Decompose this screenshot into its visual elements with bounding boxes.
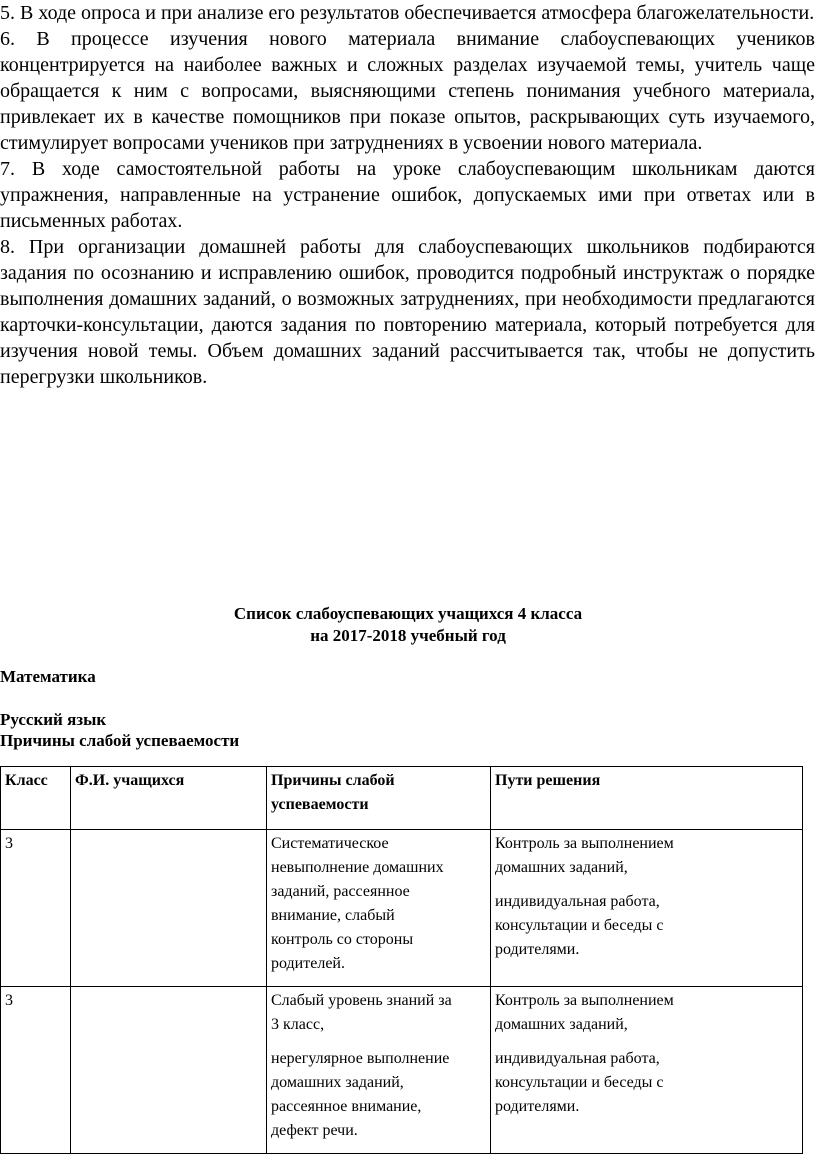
row1-reason-line: внимание, слабый — [271, 907, 395, 924]
row1-solution-line: Контроль за выполнением — [495, 835, 674, 852]
row2-solution-line: Контроль за выполнением — [495, 992, 674, 1009]
row1-reason-line: Систематическое — [271, 835, 389, 852]
students-table — [0, 766, 803, 1154]
row1-solution-gap — [495, 880, 798, 890]
row2-solution — [491, 987, 803, 1154]
row2-reason-gap — [271, 1037, 486, 1047]
row2-reason-line: дефект речи. — [271, 1122, 358, 1139]
row1-class: 3 — [1, 830, 71, 987]
reasons-label: Причины слабой успеваемости — [0, 731, 240, 750]
subject-math-label: Математика — [0, 667, 96, 686]
row1-reason-line: контроль со стороны — [271, 931, 414, 948]
header-solution: Пути решения — [491, 767, 803, 830]
row2-solution-gap — [495, 1037, 798, 1047]
row2-name — [71, 987, 267, 1154]
row1-solution-line: домашних заданий, — [495, 859, 628, 876]
row2-reason-line: 3 класс, — [271, 1016, 325, 1033]
row1-solution-line: индивидуальная работа, — [495, 893, 660, 910]
row2-class: 3 — [1, 987, 71, 1154]
row2-reason-line: рассеянное внимание, — [271, 1098, 422, 1115]
row2-reason-line: Слабый уровень знаний за — [271, 992, 452, 1009]
row1-solution-line: родителями. — [495, 941, 580, 958]
paragraph-5: 5. В ходе опроса и при анализе его результатов обеспечивается атмосфера благожелательности. — [0, 2, 815, 24]
row1-reason — [267, 830, 491, 987]
row1-name — [71, 830, 267, 987]
list-title-line1: Список слабоуспевающих учащихся 4 класса — [233, 604, 583, 623]
paragraph-8: 8. При организации домашней работы для слабоуспевающих школьников подбираются задания по осознанию и исправлению ошибок, проводится подробный инструктаж о порядке выполнения домашних заданий, о возможных затруднениях, при необходимости предлагаются карточки-консультации, даются задания по повторению материала, который потребуется для изучения новой темы. Объем домашних заданий рассчитывается так, чтобы не допустить перегрузки школьников. — [0, 236, 815, 388]
table-row — [1, 987, 803, 1154]
table-header-row — [1, 767, 803, 830]
header-reason-line2: успеваемости — [271, 796, 369, 813]
row1-solution-line: консультации и беседы с — [495, 917, 664, 934]
row2-solution-line: домашних заданий, — [495, 1016, 628, 1033]
header-reason — [267, 767, 491, 830]
row2-reason-line: нерегулярное выполнение — [271, 1050, 450, 1067]
list-title-line2: на 2017-2018 учебный год — [310, 626, 506, 645]
header-class: Класс — [1, 767, 71, 830]
paragraph-6: 6. В процессе изучения нового материала внимание слабоуспевающих учеников концентрируется на наиболее важных и сложных разделах изучаемой темы, учитель чаще обращается к ним с вопросами, выясняющими степень понимания учебного материала, привлекает их в качестве помощников при показе опытов, раскрывающих суть изучаемого, стимулирует вопросами учеников при затруднениях в усвоении нового материала. — [0, 28, 815, 154]
subject-russian-label: Русский язык — [0, 710, 107, 729]
table-row — [1, 830, 803, 987]
header-name: Ф.И. учащихся — [71, 767, 267, 830]
recommendations-text — [0, 0, 815, 390]
header-reason-line1: Причины слабой — [271, 772, 395, 789]
row1-reason-line: заданий, рассеянное — [271, 883, 410, 900]
row2-reason-line: домашних заданий, — [271, 1074, 404, 1091]
row2-solution-line: родителями. — [495, 1098, 580, 1115]
row1-solution — [491, 830, 803, 987]
paragraph-7: 7. В ходе самостоятельной работы на уроке слабоуспевающим школьникам даются упражнения, направленные на устранение ошибок, допускаемых ими при ответах или в письменных работах. — [0, 158, 815, 232]
row2-solution-line: индивидуальная работа, — [495, 1050, 660, 1067]
row2-reason — [267, 987, 491, 1154]
row2-solution-line: консультации и беседы с — [495, 1074, 664, 1091]
row1-reason-line: родителей. — [271, 955, 345, 972]
row1-reason-line: невыполнение домашних — [271, 859, 444, 876]
